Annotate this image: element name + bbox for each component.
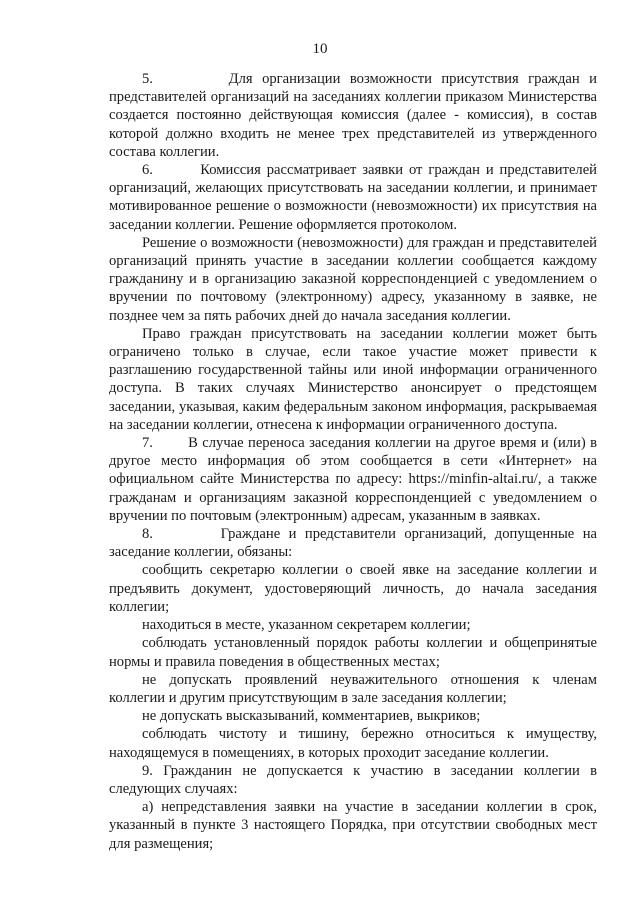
paragraph-decision-notification: Решение о возможности (невозможности) для граждан и представителей организаций принять участие в заседании коллегии сообщается каждому гражданину и в организацию заказной корреспонденцией с уведомлением о вручении по почтовому (электронному) адресу, указанному в заявке, не позднее чем за пять рабочих дней до начала заседания коллегии. — [109, 234, 597, 324]
obligation-item: соблюдать чистоту и тишину, бережно относиться к имуществу, находящемуся в помещениях, в которых проходит заседание коллегии. — [109, 726, 597, 761]
page-number: 10 — [312, 41, 328, 57]
document-body — [109, 70, 597, 853]
paragraph-restricted-access: Право граждан присутствовать на заседании коллегии может быть ограничено только в случае, если такое участие может привести к разглашению государственной тайны или иной информации ограниченного доступа. В таких случаях Министерство анонсирует о предстоящем заседании, указывая, каким федеральным законом информация, раскрываемая на заседании коллегии, отнесена к информации ограниченного доступа. — [109, 325, 597, 433]
paragraph-9-exclusion: 9. Гражданин не допускается к участию в заседании коллегии в следующих случаях: — [109, 762, 597, 797]
paragraph-8-obligations: 8. Граждане и представители организаций, допущенные на заседание коллегии, обязаны: — [109, 526, 597, 561]
obligation-item: не допускать проявлений неуважительного отношения к членам коллегии и другим присутствующим в зале заседания коллегии; — [109, 671, 597, 706]
paragraph-6-applications: 6. Комиссия рассматривает заявки от граждан и представителей организаций, желающих присутствовать на заседании коллегии, и принимает мотивированное решение о возможности (невозможности) их присутствия на заседании коллегии. Решение оформляется протоколом. — [109, 162, 597, 233]
obligation-item: сообщить секретарю коллегии о своей явке на заседание коллегии и предъявить документ, удостоверяющий личность, до начала заседания коллегии; — [109, 562, 597, 615]
obligation-item: не допускать высказываний, комментариев, выкриков; — [142, 708, 481, 725]
obligation-item: соблюдать установленный порядок работы коллегии и общепринятые нормы и правила поведения в общественных местах; — [109, 635, 597, 670]
exclusion-item-a: а) непредставления заявки на участие в заседании коллегии в срок, указанный в пункте 3 настоящего Порядка, при отсутствии свободных мест для размещения; — [109, 799, 597, 852]
obligation-item: находиться в месте, указанном секретарем коллегии; — [142, 617, 471, 634]
paragraph-5-commission: 5. Для организации возможности присутствия граждан и представителей организаций на заседаниях коллегии приказом Министерства создается постоянно действующая комиссия (далее - комиссия), в состав которой должно входить не менее трех представителей из утвержденного состава коллегии. — [109, 71, 597, 160]
paragraph-7-rescheduling: 7. В случае переноса заседания коллегии на другое время и (или) в другое место информация об этом сообщается в сети «Интернет» на официальном сайте Министерства по адресу: https://minfin-altai.ru/, а также гражданам и организациям заказной корреспонденцией с уведомлением о вручении по почтовым (электронным) адресам, указанным в заявках. — [109, 435, 597, 524]
